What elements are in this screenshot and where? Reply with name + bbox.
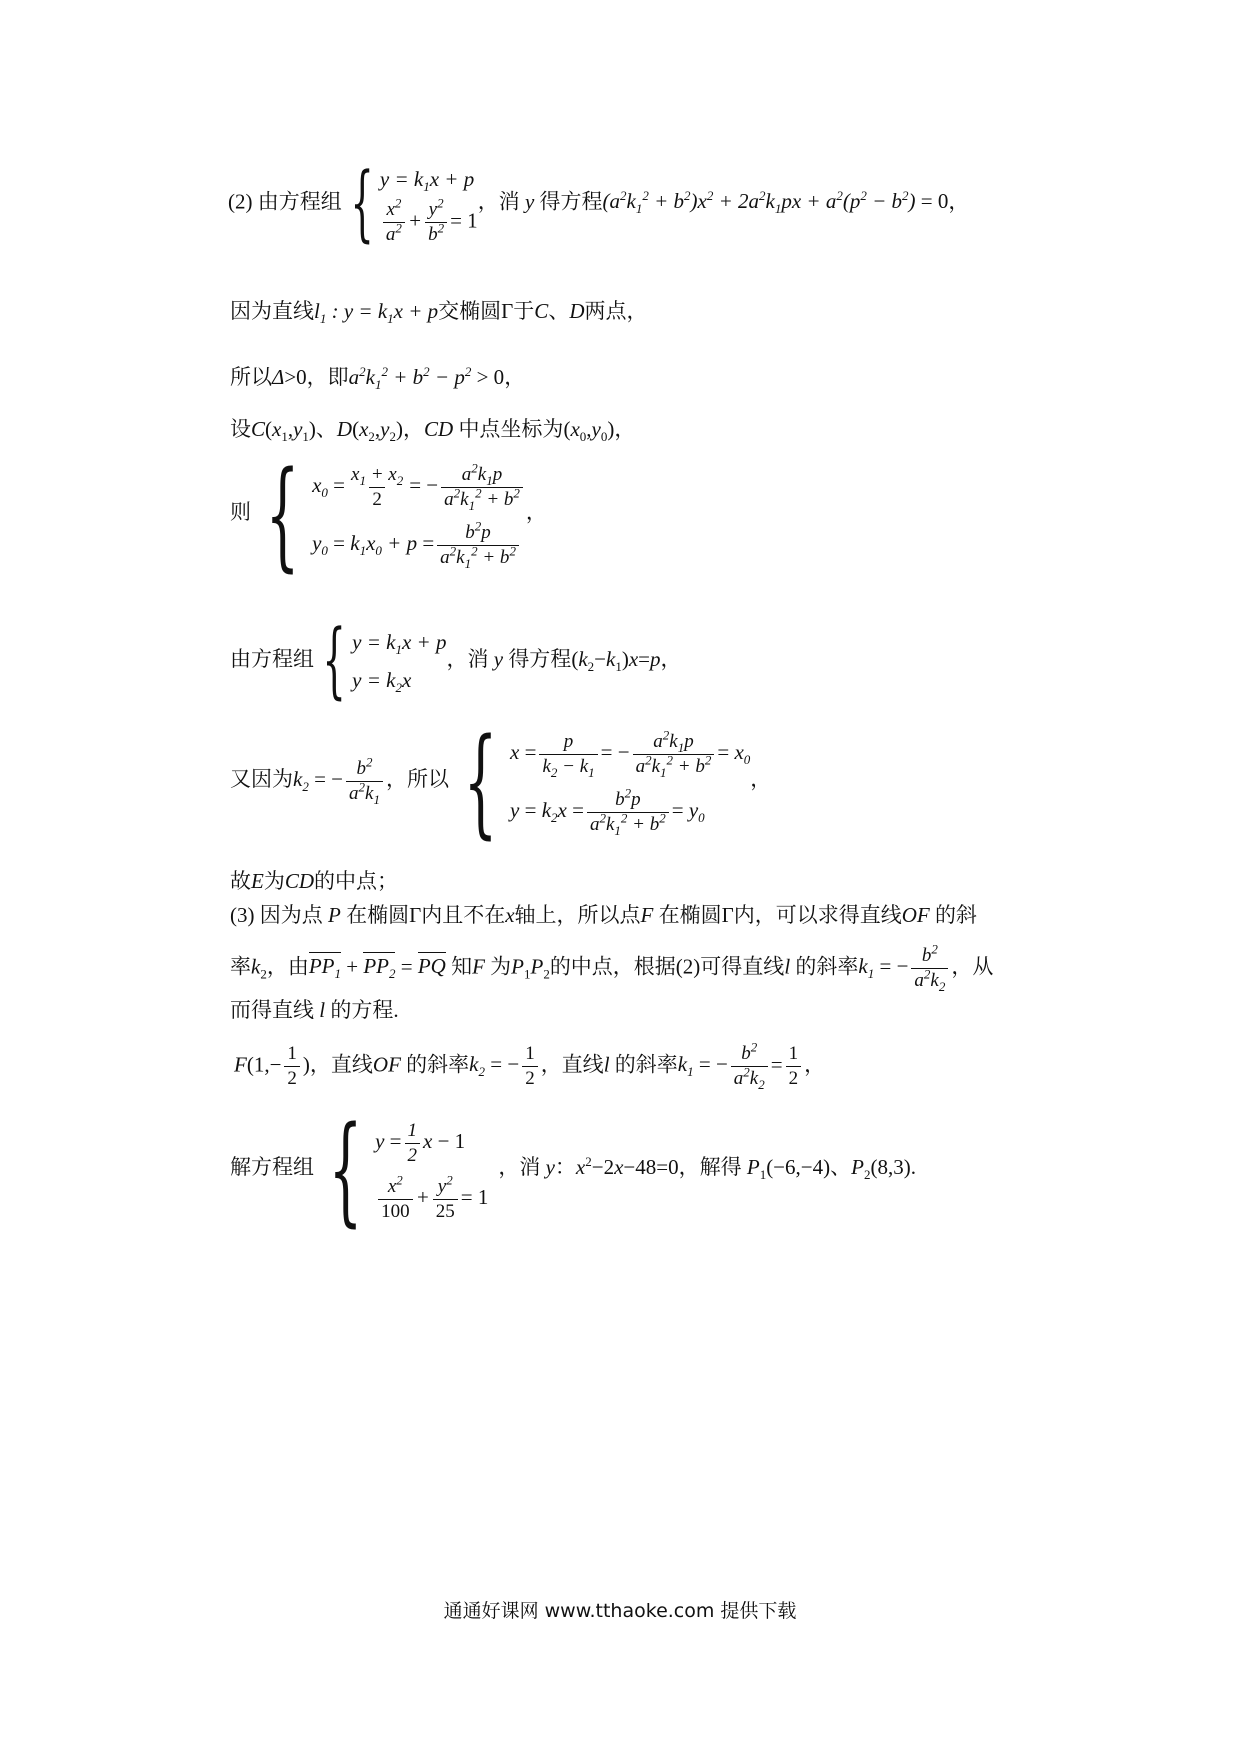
- text-know: 知: [451, 954, 473, 979]
- text-from: ，从: [951, 954, 994, 979]
- text-two-points: 两点，: [584, 299, 648, 323]
- text-slope-part: 的斜: [935, 903, 978, 927]
- line-part2-intro: (2) 由方程组 { $y = k_1x + p$ $\frac{x^2}{a^2}$ + $\frac{y^2}{b^2}$ = 1 ，消 y 得方程$(a^2k_1^2 + b^2)x^2 + 2a^2k_1px + a^2(p^2 - b^2) = 0$，: [228, 155, 970, 251]
- text-in-ellipse: 在椭圆: [346, 903, 410, 927]
- text-is: 为: [490, 954, 512, 979]
- line-line-equation: 而得直线 l 的方程.: [230, 998, 399, 1022]
- equation-system-1: $y = k_1x + p$ $\frac{x^2}{a^2}$ + $\frac{y^2}{b^2}$ = 1: [379, 167, 478, 245]
- text-eliminate: ，消: [498, 1154, 541, 1179]
- equation-system-3: $y = k_1x + p$ $y = k_2x$: [352, 630, 447, 696]
- text-also-because: 又因为: [230, 766, 293, 791]
- text-thus-line: 而得直线: [230, 998, 314, 1022]
- text-colon: ：: [554, 1154, 576, 1179]
- line-intersect: 因为直线$l_1$ : $y = k_1x + p$交椭圆Γ于C、D两点，: [230, 299, 648, 327]
- text-eliminate: ，消: [446, 646, 489, 671]
- brace: {: [265, 445, 300, 583]
- text-by-system: 由方程组: [230, 646, 314, 671]
- text-slope: 的斜率: [795, 954, 859, 979]
- text-eliminate: ，消: [477, 189, 520, 214]
- text-equation-of: 的方程.: [330, 998, 399, 1022]
- text-because-line: 因为直线: [230, 299, 314, 323]
- equation-system-2: $x_0$ = $\frac{x_1 + x_2}{2}$ = − $\frac{a^2k_1p}{a^2k_1^2 + b^2}$ $y_0 = k_1x_0 + p$ = $\frac{b^2p}{a^2k_1^2 + b^2}$: [312, 456, 526, 572]
- brace: {: [322, 613, 346, 708]
- equation-system-5: y = $\frac{1}{2}$ x − 1 $\frac{x^2}{100}$ + $\frac{y^2}{25}$ = 1: [375, 1119, 489, 1222]
- line-midpoint-system: 则 { $x_0$ = $\frac{x_1 + x_2}{2}$ = − $\frac{a^2k_1p}{a^2k_1^2 + b^2}$ $y_0 = k_1x_0 + p$ = $\frac{b^2p}{a^2k_1^2 + b^2}$ ，: [230, 445, 547, 583]
- text-at: 于: [513, 299, 535, 323]
- text-axis-so-point: 轴上，所以点: [514, 903, 641, 927]
- quadratic-equation: $(a^2k_1^2 + b^2)x^2 + 2a^2k_1px + a^2(p^2 - b^2) = 0$: [602, 188, 949, 217]
- text-set: 设: [230, 417, 251, 441]
- line-set-points: 设$C(x_1,y_1)$、$D(x_2,y_2)$，CD 中点坐标为$(x_0,y_0)$，: [230, 417, 636, 445]
- text-midpoint-by-2: 的中点，根据(2)可得直线: [549, 954, 785, 979]
- text-by: ，由: [266, 954, 309, 979]
- text-intersect: 交椭圆: [438, 299, 502, 323]
- brace: {: [463, 712, 498, 850]
- text-can-find-line: 内，可以求得直线: [733, 903, 902, 927]
- text-so: 所以: [230, 365, 272, 389]
- text-namely: ，即: [306, 365, 349, 389]
- text-solve-system: 解方程组: [230, 1154, 314, 1179]
- line-part3-vector: 率$k_2$，由$PP_1 + PP_2$ = PQ 知F 为$P_1P_2$的中点，根据(2)可得直线l 的斜率$k_1$ = − $\frac{b^2}{a^2k_2}$ ，从: [230, 941, 994, 994]
- text-hence: 故: [230, 869, 251, 893]
- text-in-ellipse-2: 在椭圆: [658, 903, 722, 927]
- line-k2-system: 又因为$k_2$ = − $\frac{b^2}{a^2k_1}$ ，所以 { x = $\frac{p}{k_2 - k_1}$ = − $\frac{a^2k_1p}{a^2k_1^2 + b^2}$ = $x_0$ $y = k_2x$ = $\frac{b^2p}{a^2k_1^2 + b^2}$ = $y_0$ ，: [230, 712, 772, 850]
- text-get-equation: 得方程: [508, 646, 572, 671]
- text-inside-not-on: 内且不在: [421, 903, 506, 927]
- text-slope: 的斜率: [406, 1052, 470, 1077]
- text-midpoint: 的中点；: [314, 869, 399, 893]
- text-midpoint-coord: 中点坐标为: [458, 417, 564, 441]
- line-solve-system: 解方程组 { y = $\frac{1}{2}$ x − 1 $\frac{x^2}{100}$ + $\frac{y^2}{25}$ = 1 ，消 y：$x^2-2x-48=0$，解得 $P_1(-6,-4)$、$P_2(8,3)$.: [230, 1100, 916, 1238]
- text-is: 为: [263, 869, 285, 893]
- text-part2: (2) 由方程组: [228, 189, 342, 214]
- text-solve-get: ，解得: [678, 1154, 742, 1179]
- equation-system-4: x = $\frac{p}{k_2 - k_1}$ = − $\frac{a^2k_1p}{a^2k_1^2 + b^2}$ = $x_0$ $y = k_2x$ = $\frac{b^2p}{a^2k_1^2 + b^2}$ = $y_0$: [510, 727, 751, 838]
- text-therefore: ，所以: [385, 766, 449, 791]
- footer-credit: 通通好课网 www.tthaoke.com 提供下载: [443, 1600, 797, 1622]
- text-rate: 率: [230, 954, 251, 979]
- line-slopes: F(1,− $\frac{1}{2}$ )，直线OF 的斜率$k_2$ = − $\frac{1}{2}$ ，直线l 的斜率$k_1$ = − $\frac{b^2}{a^2k_2}$ = $\frac{1}{2}$ ，: [234, 1039, 826, 1092]
- line-system-3: 由方程组 { $y = k_1x + p$ $y = k_2x$ ，消 y 得方程$(k_2-k_1)x=p$，: [230, 613, 682, 708]
- brace: {: [328, 1100, 363, 1238]
- text-slope-2: 的斜率: [614, 1052, 678, 1077]
- text-then: 则: [230, 499, 251, 524]
- brace: {: [350, 155, 374, 251]
- text-line-2: ，直线: [540, 1052, 604, 1077]
- line-part3-intro: (3) 因为点 P 在椭圆Γ内且不在x轴上，所以点F 在椭圆Γ内，可以求得直线OF 的斜: [230, 903, 978, 927]
- text-part3: (3) 因为点: [230, 903, 323, 927]
- text-get-equation: 得方程: [539, 189, 603, 214]
- line-conclusion-part2: 故E为CD的中点；: [230, 869, 399, 893]
- line-discriminant: 所以Δ>0，即$a^2k_1^2 + b^2 - p^2 > 0$，: [230, 364, 526, 393]
- text-sep: 、: [548, 299, 570, 323]
- text-line: ，直线: [309, 1052, 373, 1077]
